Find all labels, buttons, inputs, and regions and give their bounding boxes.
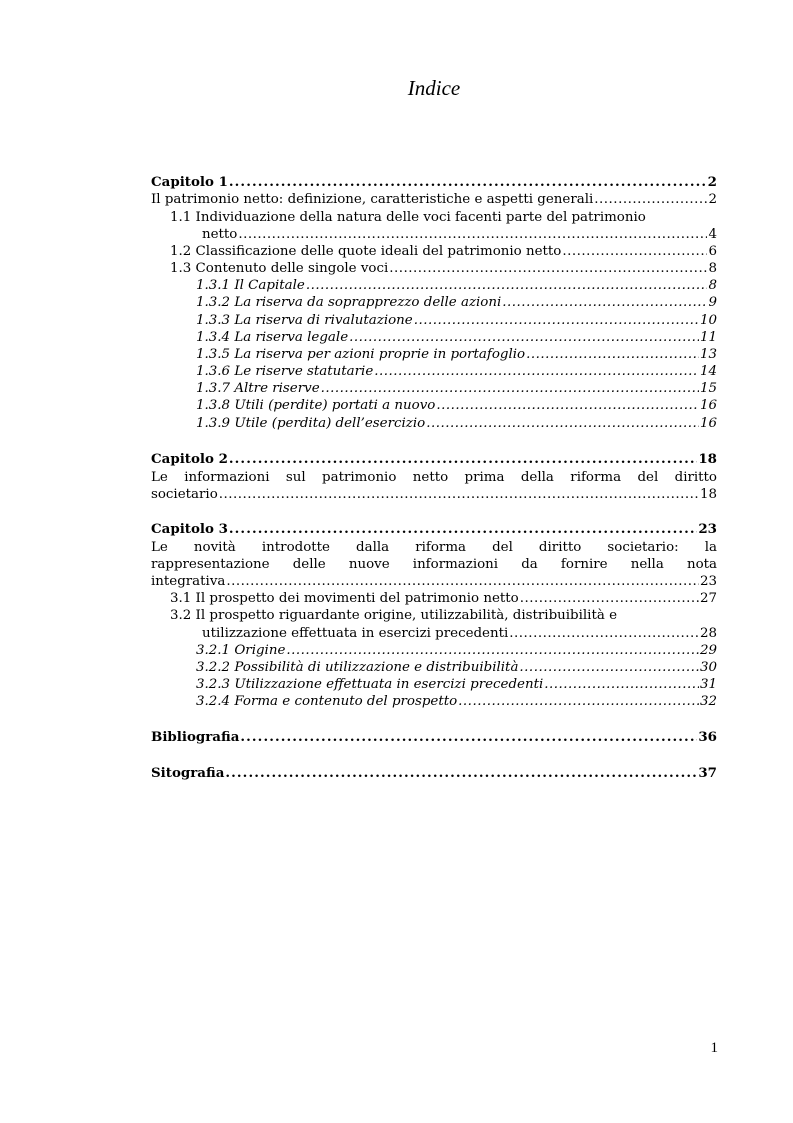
toc-entry-label: Capitolo 3: [151, 521, 228, 537]
dot-leader: [520, 590, 699, 607]
toc-subsection-3-2-3[interactable]: [196, 676, 717, 693]
toc-section-3-2[interactable]: [170, 607, 717, 624]
toc-entry-page: 8: [708, 261, 717, 276]
toc-bibliografia[interactable]: [151, 729, 717, 746]
toc-chapter-2-title-cont[interactable]: [151, 486, 717, 503]
toc-section-1-3[interactable]: [170, 260, 717, 277]
toc-subsection-1-3-3[interactable]: [196, 312, 717, 329]
toc-section-1-1[interactable]: [170, 209, 717, 226]
dot-leader: [544, 676, 699, 693]
dot-leader: [389, 260, 707, 277]
dot-leader: [562, 243, 707, 260]
toc-chapter-1[interactable]: [151, 174, 717, 191]
toc-entry-label: Capitolo 1: [151, 174, 228, 190]
dot-leader: [321, 380, 699, 397]
toc-subsection-1-3-6[interactable]: [196, 363, 717, 380]
toc-entry-label: 1.2 Classificazione delle quote ideali del patrimonio netto: [170, 244, 562, 259]
toc-entry-label: netto: [202, 227, 238, 242]
toc-chapter-1-title[interactable]: [151, 191, 717, 208]
toc-section-3-1[interactable]: [170, 590, 717, 607]
toc-entry-page: 29: [699, 643, 717, 658]
dot-leader: [349, 329, 699, 346]
dot-leader: [219, 486, 699, 503]
toc-entry-page: 18: [699, 487, 717, 502]
dot-leader: [414, 312, 699, 329]
dot-leader: [594, 191, 707, 208]
dot-leader: [229, 451, 697, 468]
toc-entry-page: 32: [699, 694, 717, 709]
toc-entry-label: 1.3.6 Le riserve statutarie: [196, 364, 374, 379]
dot-leader: [240, 729, 697, 746]
toc-section-3-2-cont[interactable]: [202, 625, 717, 642]
toc-entry-label: 1.3.3 La riserva di rivalutazione: [196, 313, 413, 328]
toc-entry-label: 3.2.1 Origine: [196, 643, 286, 658]
toc-entry-label: societario: [151, 487, 218, 502]
toc-chapter-2[interactable]: [151, 451, 717, 468]
toc-entry-page: 8: [708, 278, 717, 293]
toc-subsection-1-3-8[interactable]: [196, 397, 717, 414]
toc-entry-label: 3.1 Il prospetto dei movimenti del patrimonio netto: [170, 591, 519, 606]
toc-subsection-3-2-4[interactable]: [196, 693, 717, 710]
toc-entry-label: Sitografia: [151, 765, 225, 781]
toc-chapter-3[interactable]: [151, 521, 717, 538]
toc-section-1-2[interactable]: [170, 243, 717, 260]
page-number: 1: [710, 1040, 718, 1056]
toc-entry-page: 13: [699, 347, 717, 362]
toc-entry-page: 18: [698, 451, 717, 467]
toc-entry-label: 1.3 Contenuto delle singole voci: [170, 261, 389, 276]
toc-subsection-1-3-2[interactable]: [196, 294, 717, 311]
dot-leader: [225, 765, 697, 782]
toc-entry-label: 1.3.4 La riserva legale: [196, 330, 349, 345]
toc-subsection-1-3-9[interactable]: [196, 415, 717, 432]
toc-entry-label: 1.3.7 Altre riserve: [196, 381, 320, 396]
toc-entry-page: 2: [708, 192, 717, 207]
dot-leader: [229, 521, 697, 538]
toc-entry-page: 28: [699, 626, 717, 641]
toc-subsection-1-3-5[interactable]: [196, 346, 717, 363]
toc-entry-page: 37: [698, 765, 717, 781]
dot-leader: [426, 415, 699, 432]
toc-entry-page: 2: [707, 174, 717, 190]
toc-entry-page: 27: [699, 591, 717, 606]
toc-chapter-3-title-end[interactable]: [151, 573, 717, 590]
toc-entry-page: 14: [699, 364, 717, 379]
toc-entry-label: Il patrimonio netto: definizione, caratteristiche e aspetti generali: [151, 192, 594, 207]
toc-subsection-1-3-4[interactable]: [196, 329, 717, 346]
toc-entry-page: 31: [699, 677, 717, 692]
dot-leader: [374, 363, 699, 380]
dot-leader: [509, 625, 699, 642]
toc-subsection-3-2-2[interactable]: [196, 659, 717, 676]
toc-entry-label: 3.2 Il prospetto riguardante origine, utilizzabilità, distribuibilità e: [170, 608, 618, 623]
toc-entry-page: 23: [699, 574, 717, 589]
toc-chapter-3-title-cont[interactable]: rappresentazione delle nuove informazioni da fornire nella nota: [151, 557, 717, 572]
dot-leader: [306, 277, 708, 294]
toc-subsection-3-2-1[interactable]: [196, 642, 717, 659]
toc-entry-page: 6: [708, 244, 717, 259]
toc-entry-label: 1.3.2 La riserva da soprapprezzo delle azioni: [196, 295, 502, 310]
toc-sitografia[interactable]: [151, 765, 717, 782]
toc-entry-page: 16: [699, 416, 717, 431]
toc-entry-label: Capitolo 2: [151, 451, 228, 467]
toc-chapter-2-title[interactable]: Le informazioni sul patrimonio netto prima della riforma del diritto: [151, 470, 717, 485]
toc-entry-label: 3.2.2 Possibilità di utilizzazione e distribuibilità: [196, 660, 519, 675]
toc-subsection-1-3-7[interactable]: [196, 380, 717, 397]
toc-entry-label: 3.2.3 Utilizzazione effettuata in esercizi precedenti: [196, 677, 544, 692]
toc-entry-page: 9: [708, 295, 717, 310]
toc-section-1-1-cont[interactable]: [202, 226, 717, 243]
toc-entry-label: 1.3.8 Utili (perdite) portati a nuovo: [196, 398, 436, 413]
dot-leader: [286, 642, 699, 659]
toc-entry-page: 36: [698, 729, 717, 745]
dot-leader: [458, 693, 699, 710]
dot-leader: [502, 294, 707, 311]
toc-entry-page: 30: [699, 660, 717, 675]
dot-leader: [226, 573, 699, 590]
dot-leader: [229, 174, 707, 191]
toc-subsection-1-3-1[interactable]: [196, 277, 717, 294]
toc-entry-label: 1.3.5 La riserva per azioni proprie in portafoglio: [196, 347, 526, 362]
toc-entry-page: 15: [699, 381, 717, 396]
toc-entry-page: 4: [708, 227, 717, 242]
toc-entry-page: 11: [699, 330, 717, 345]
toc-entry-label: 1.3.1 Il Capitale: [196, 278, 305, 293]
toc-entry-label: Bibliografia: [151, 729, 240, 745]
toc-entry-label: integrativa: [151, 574, 226, 589]
toc-entry-label: 3.2.4 Forma e contenuto del prospetto: [196, 694, 458, 709]
dot-leader: [436, 397, 699, 414]
toc-entry-label: utilizzazione effettuata in esercizi precedenti: [202, 626, 509, 641]
toc-entry-label: 1.1 Individuazione della natura delle voci facenti parte del patrimonio: [170, 210, 646, 225]
dot-leader: [519, 659, 699, 676]
toc-entry-page: 16: [699, 398, 717, 413]
toc-entry-label: 1.3.9 Utile (perdita) dell’esercizio: [196, 416, 426, 431]
toc-chapter-3-title[interactable]: Le novità introdotte dalla riforma del diritto societario: la: [151, 540, 717, 555]
page-title: Indice: [407, 76, 461, 100]
toc-entry-page: 10: [699, 313, 717, 328]
dot-leader: [526, 346, 699, 363]
dot-leader: [238, 226, 707, 243]
toc-entry-page: 23: [698, 521, 717, 537]
